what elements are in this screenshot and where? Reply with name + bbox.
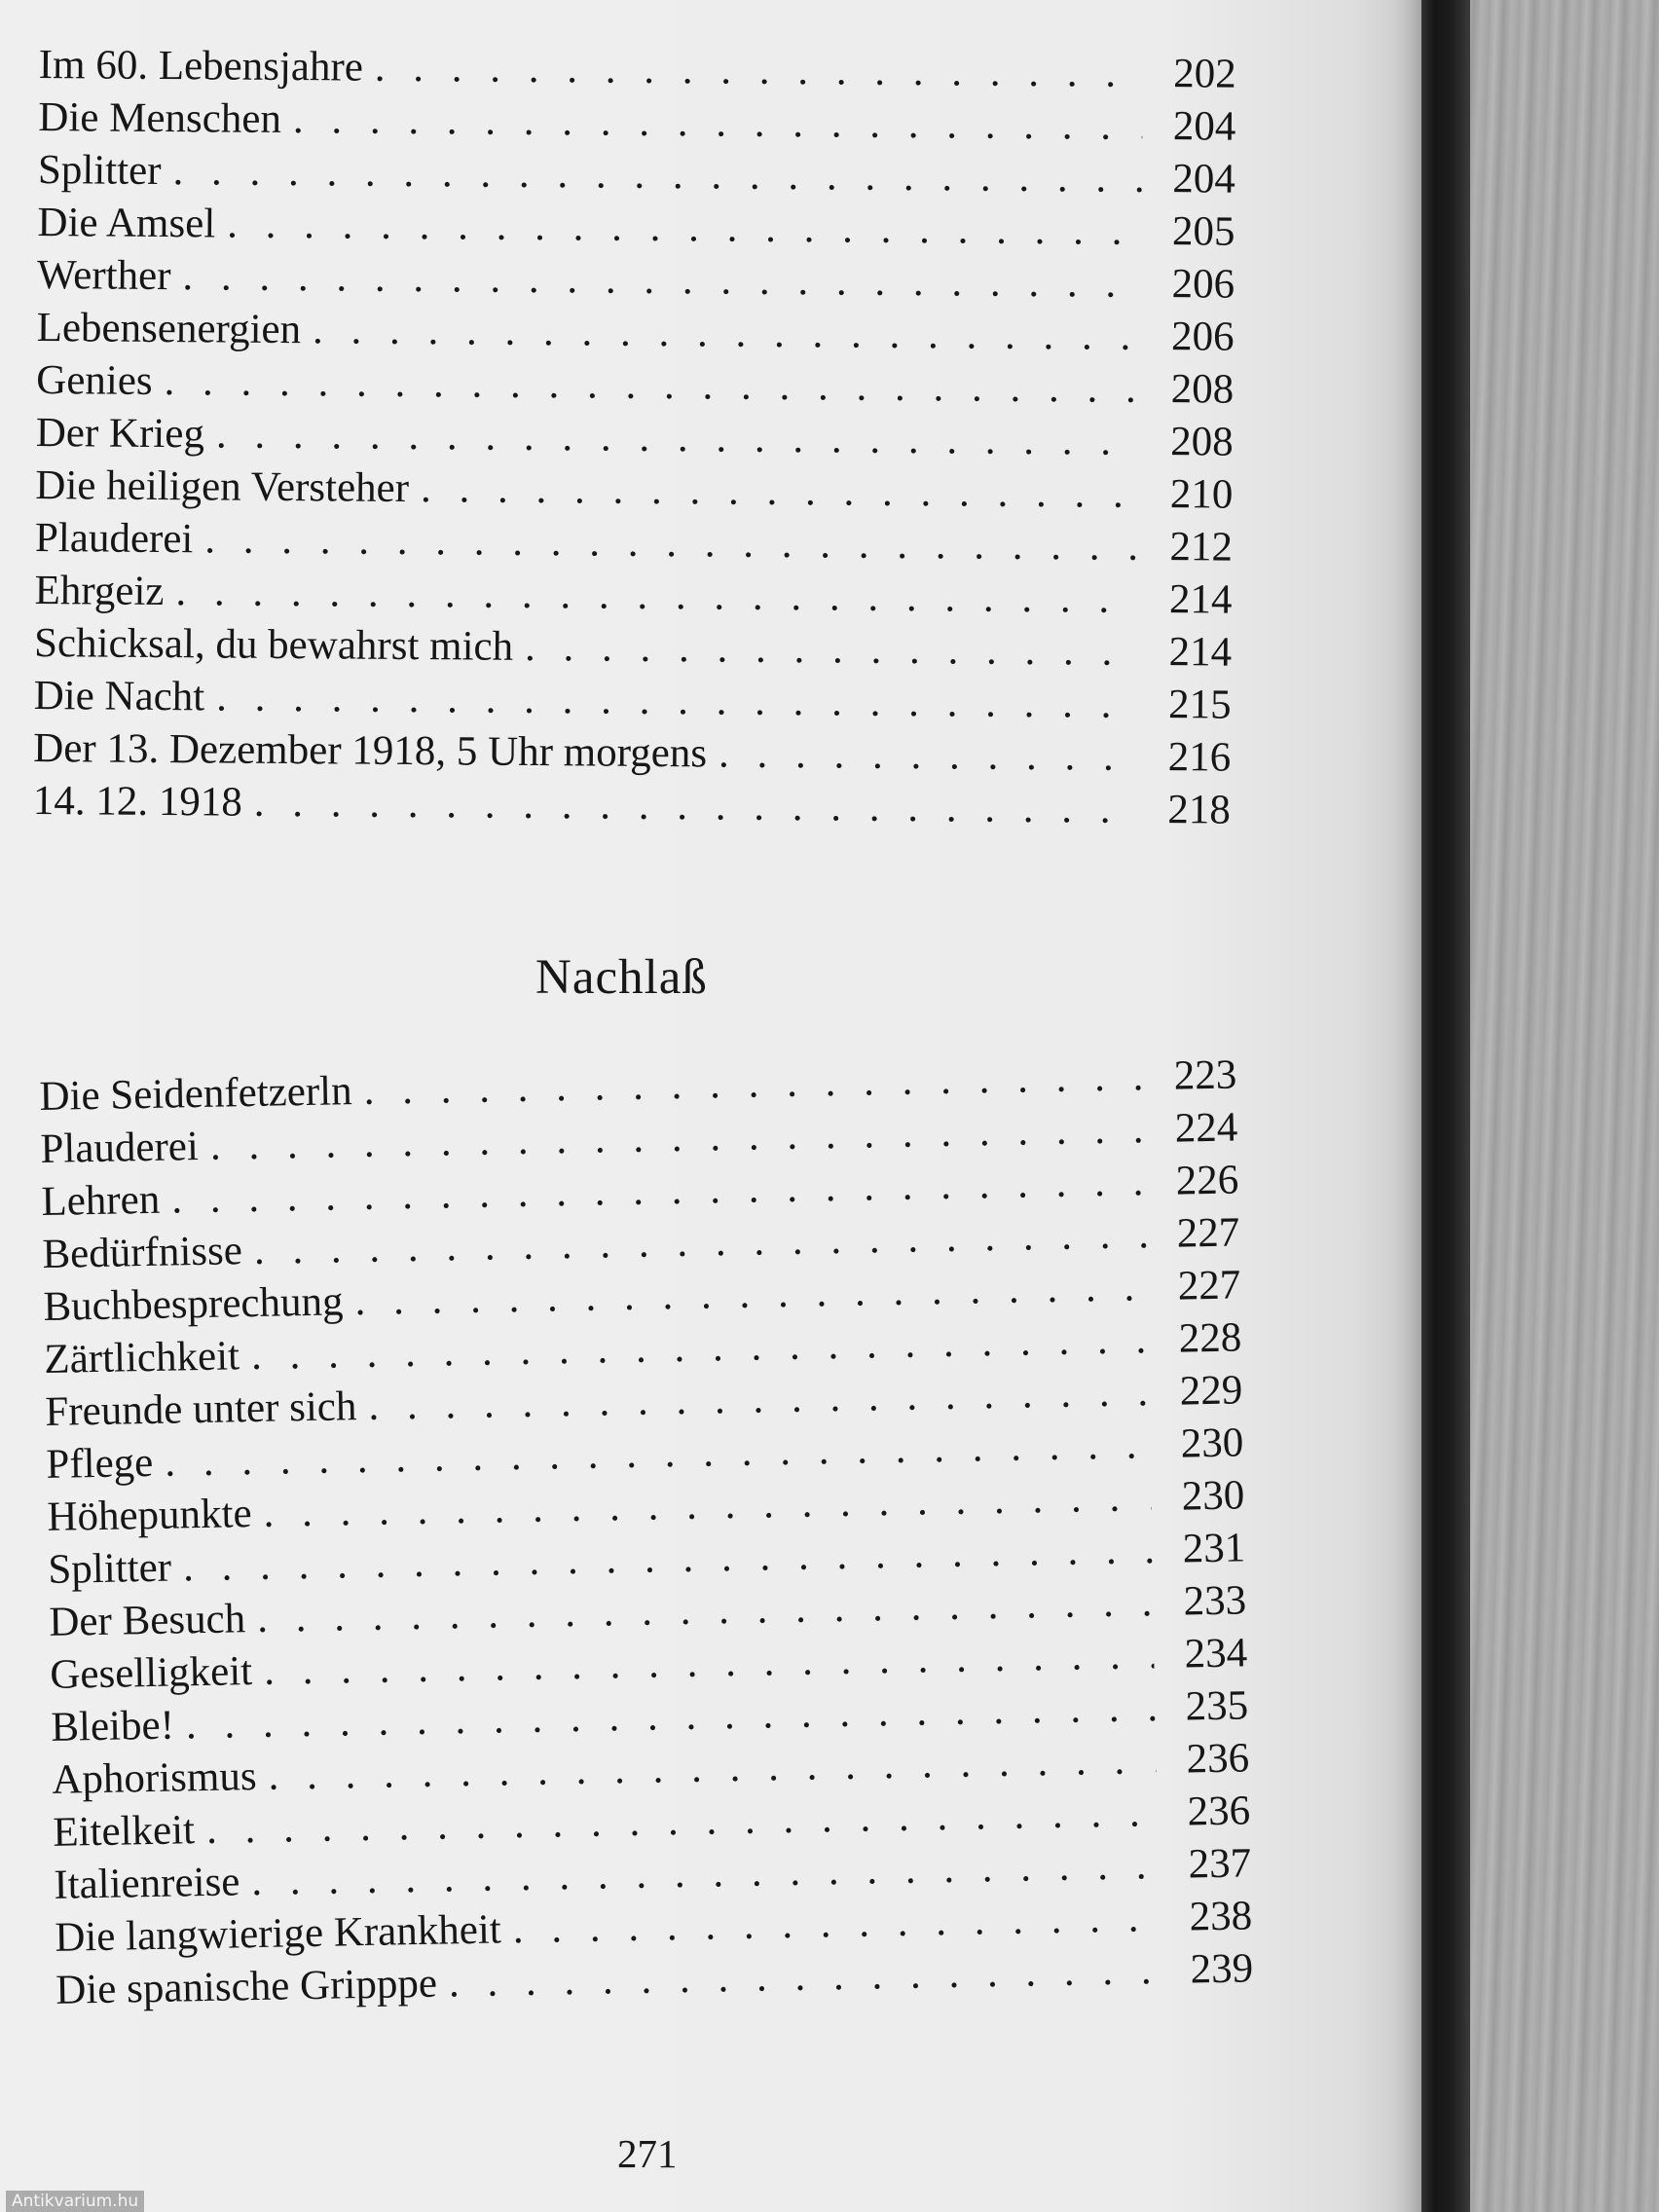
toc-leader <box>175 566 1138 626</box>
toc-page-number: 226 <box>1175 1157 1239 1204</box>
toc-title: Werther <box>36 251 171 300</box>
toc-title: Die Nacht <box>33 672 205 720</box>
page-edge-shadow <box>1392 0 1421 2212</box>
toc-page-number: 204 <box>1172 156 1236 203</box>
toc-title: Splitter <box>37 146 162 194</box>
toc-page-number: 233 <box>1183 1577 1247 1625</box>
toc-entry <box>37 197 1235 259</box>
toc-title: Aphorismus <box>51 1753 257 1803</box>
toc-title: Splitter <box>47 1544 172 1593</box>
toc-title: Pflege <box>45 1439 154 1488</box>
toc-title: Höhepunkte <box>46 1491 252 1540</box>
toc-entry <box>34 565 1232 627</box>
toc-title: Ehrgeiz <box>34 567 165 615</box>
toc-entry <box>36 354 1234 417</box>
toc-title: Die Menschen <box>38 93 282 142</box>
toc-page-number: 202 <box>1173 51 1236 97</box>
toc-page-number: 228 <box>1178 1314 1242 1362</box>
toc-leader <box>293 93 1143 153</box>
toc-page-number: 230 <box>1181 1472 1245 1520</box>
toc-title: Plauderei <box>40 1124 200 1172</box>
toc-entry <box>38 92 1235 154</box>
toc-title: Die langwierige Krankheit <box>54 1906 502 1961</box>
toc-title: Italienreise <box>53 1859 240 1908</box>
toc-title: Geselligkeit <box>49 1648 253 1698</box>
toc-entry <box>33 775 1231 837</box>
toc-leader <box>172 145 1142 205</box>
toc-title: Bleibe! <box>50 1702 175 1751</box>
toc-page-number: 214 <box>1168 629 1233 676</box>
toc-page-number: 237 <box>1188 1840 1252 1888</box>
toc-entry <box>35 460 1233 522</box>
toc-page-number: 208 <box>1170 366 1235 413</box>
toc-page-number: 218 <box>1167 787 1232 833</box>
toc-page-number: 214 <box>1168 576 1233 623</box>
page-number: 271 <box>617 2131 678 2176</box>
toc-title: Buchbesprechung <box>43 1278 344 1330</box>
toc-page-number: 236 <box>1186 1735 1250 1783</box>
toc-page-number: 230 <box>1180 1419 1244 1467</box>
watermark: Antikvarium.hu <box>6 2191 144 2212</box>
toc-entry <box>37 249 1235 312</box>
toc-title: Im 60. Lebensjahre <box>38 41 364 91</box>
toc-entry <box>39 39 1236 101</box>
toc-title: Die Seidenfetzerln <box>39 1068 353 1120</box>
table-of-contents-top <box>33 39 1236 837</box>
toc-leader <box>216 671 1138 730</box>
toc-title: Die spanische Gripppe <box>55 1960 438 2013</box>
toc-title: Der Krieg <box>35 409 205 458</box>
toc-page-number: 239 <box>1190 1945 1254 1993</box>
book-spine <box>1417 0 1470 2212</box>
toc-title: Die heiligen Versteher <box>35 461 410 511</box>
toc-page-number: 206 <box>1170 313 1235 360</box>
toc-title: Plauderei <box>34 514 194 563</box>
toc-entry <box>36 302 1234 364</box>
toc-page-number: 206 <box>1171 261 1235 308</box>
toc-page-number: 210 <box>1169 471 1234 518</box>
toc-leader <box>164 355 1140 416</box>
toc-page-number: 223 <box>1173 1051 1237 1099</box>
toc-entry <box>35 512 1233 574</box>
section-heading: Nachlaß <box>535 950 708 1005</box>
toc-title: Die Amsel <box>37 199 216 247</box>
toc-title: Freunde unter sich <box>44 1383 357 1435</box>
toc-page-number: 235 <box>1185 1682 1249 1730</box>
toc-entry <box>38 144 1235 206</box>
toc-title: Bedürfnisse <box>42 1228 243 1277</box>
toc-page-number: 205 <box>1171 208 1235 255</box>
toc-leader <box>421 462 1140 521</box>
toc-title: Zärtlichkeit <box>44 1333 240 1382</box>
toc-leader <box>204 513 1139 573</box>
toc-leader <box>525 621 1138 679</box>
toc-page-number: 234 <box>1184 1630 1248 1677</box>
toc-page-number: 236 <box>1187 1788 1251 1835</box>
toc-leader <box>182 250 1141 311</box>
toc-page-number: 208 <box>1170 419 1234 465</box>
table-of-contents-nachlass <box>39 1049 1254 2016</box>
toc-leader <box>216 408 1140 467</box>
toc-title: Lehren <box>41 1176 161 1225</box>
toc-page-number: 227 <box>1177 1262 1241 1309</box>
toc-page-number: 227 <box>1176 1209 1240 1257</box>
toc-leader <box>719 728 1138 784</box>
toc-leader <box>375 42 1143 100</box>
toc-title: Der 13. Dezember 1918, 5 Uhr morgens <box>33 724 708 777</box>
toc-page-number: 215 <box>1167 682 1232 728</box>
toc-entry <box>34 617 1232 680</box>
toc-title: Genies <box>36 356 153 404</box>
toc-entry <box>33 670 1231 732</box>
toc-leader <box>227 199 1142 258</box>
toc-title: 14. 12. 1918 <box>32 777 243 826</box>
toc-page-number: 229 <box>1179 1367 1243 1415</box>
toc-title: Der Besuch <box>48 1596 246 1645</box>
toc-entry <box>33 722 1231 785</box>
toc-page-number: 204 <box>1172 103 1236 150</box>
toc-page-number: 216 <box>1167 734 1232 781</box>
toc-page-number: 231 <box>1182 1525 1246 1572</box>
toc-page-number: 212 <box>1169 524 1234 571</box>
toc-page-number: 238 <box>1189 1893 1253 1940</box>
wood-background <box>1460 0 1659 2212</box>
toc-title: Eitelkeit <box>52 1807 196 1856</box>
toc-leader <box>313 304 1141 363</box>
toc-leader <box>254 777 1137 836</box>
toc-page-number: 224 <box>1174 1104 1238 1152</box>
toc-title: Schicksal, du bewahrst mich <box>33 619 514 670</box>
toc-entry <box>36 407 1234 469</box>
toc-title: Lebensenergien <box>36 304 302 353</box>
